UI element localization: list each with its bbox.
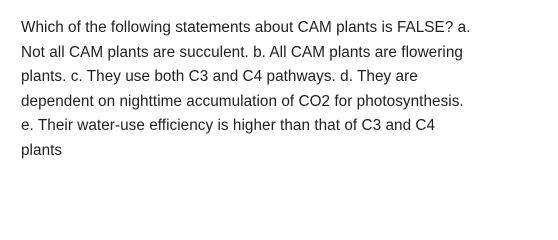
question-line: plants. c. They use both C3 and C4 pathways. d. They are	[21, 68, 418, 86]
question-line: e. Their water-use efficiency is higher than that of C3 and C4	[21, 117, 436, 135]
question-line: Not all CAM plants are succulent. b. All CAM plants are flowering	[21, 43, 463, 61]
question-line: plants	[21, 141, 63, 159]
question-text	[21, 16, 549, 164]
question-line: Which of the following statements about CAM plants is FALSE? a.	[21, 19, 471, 36]
question-line: dependent on nighttime accumulation of CO2 for photosynthesis.	[21, 92, 464, 110]
